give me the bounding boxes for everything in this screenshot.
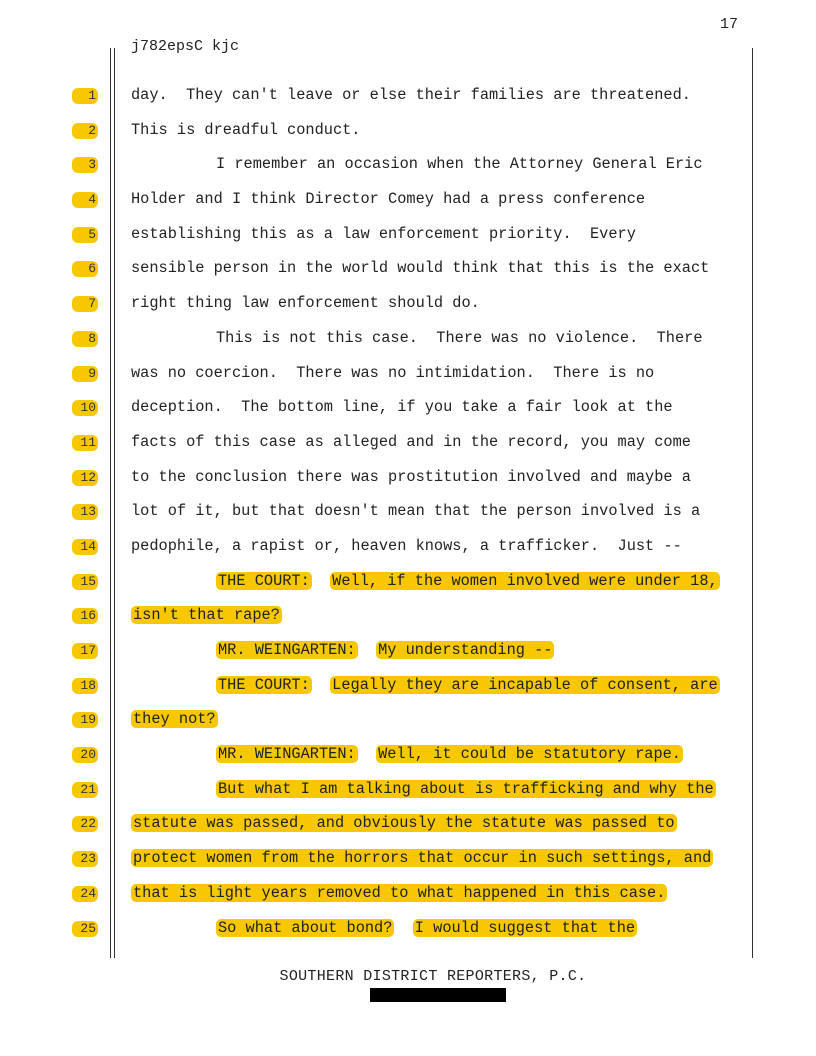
transcript-line xyxy=(0,675,816,710)
highlighted-text: THE COURT: xyxy=(218,675,310,694)
highlighted-text: So what about bond? xyxy=(218,918,393,937)
case-id-header: j782epsC kjc xyxy=(131,38,240,55)
text-segment xyxy=(394,919,412,937)
line-text xyxy=(131,258,709,278)
line-text xyxy=(131,467,691,487)
line-number: 8 xyxy=(72,331,98,347)
transcript-line xyxy=(0,432,816,467)
highlighted-text: Well, it could be statutory rape. xyxy=(378,745,681,764)
line-text xyxy=(131,813,677,833)
line-text xyxy=(131,120,361,140)
text-segment: sensible person in the world would think that this is the exact xyxy=(131,259,710,278)
highlighted-text: My understanding -- xyxy=(378,641,553,659)
line-text xyxy=(131,883,667,903)
line-number: 15 xyxy=(72,574,98,590)
line-text xyxy=(131,501,700,521)
highlighted-text: I would suggest that the xyxy=(414,918,636,937)
transcript-line xyxy=(0,120,816,155)
transcript-body xyxy=(0,85,816,952)
line-number: 10 xyxy=(72,400,98,416)
text-segment xyxy=(358,745,376,763)
highlighted-text: THE COURT: xyxy=(218,571,310,590)
text-segment: Holder and I think Director Comey had a press conference xyxy=(131,190,646,209)
line-text xyxy=(131,363,654,383)
highlighted-text: that is light years removed to what happened in this case. xyxy=(133,883,666,902)
line-text xyxy=(131,85,691,105)
line-number: 12 xyxy=(72,470,98,486)
line-number: 1 xyxy=(72,88,98,104)
transcript-line xyxy=(0,744,816,779)
line-number: 13 xyxy=(72,504,98,520)
redaction-bar xyxy=(370,988,506,1002)
transcript-line xyxy=(0,848,816,883)
line-number: 16 xyxy=(72,608,98,624)
transcript-line xyxy=(0,397,816,432)
transcript-line xyxy=(0,883,816,918)
transcript-line xyxy=(0,779,816,814)
transcript-line xyxy=(0,189,816,224)
line-text xyxy=(131,536,682,556)
highlighted-text: MR. WEINGARTEN: xyxy=(218,641,356,659)
transcript-line xyxy=(0,640,816,675)
transcript-line xyxy=(0,571,816,606)
line-text xyxy=(216,154,703,174)
line-text xyxy=(216,640,554,660)
line-number: 23 xyxy=(72,851,98,867)
line-text xyxy=(131,224,636,244)
highlighted-text: statute was passed, and obviously the statute was passed to xyxy=(133,814,675,833)
line-text xyxy=(216,675,720,695)
transcript-line xyxy=(0,328,816,363)
line-text xyxy=(216,328,703,348)
transcript-line xyxy=(0,918,816,953)
line-number: 19 xyxy=(72,712,98,728)
text-segment xyxy=(358,641,376,659)
text-segment xyxy=(312,676,330,694)
line-number: 21 xyxy=(72,782,98,798)
highlighted-text: isn't that rape? xyxy=(133,606,280,625)
line-text xyxy=(216,918,637,938)
line-number: 7 xyxy=(72,296,98,312)
line-number: 14 xyxy=(72,539,98,555)
page-number: 17 xyxy=(719,16,738,33)
text-segment: day. They can't leave or else their families are threatened. xyxy=(131,86,691,104)
line-number: 4 xyxy=(72,192,98,208)
line-number: 22 xyxy=(72,816,98,832)
text-segment: lot of it, but that doesn't mean that the person involved is a xyxy=(131,502,701,521)
line-number: 25 xyxy=(72,921,98,937)
line-text xyxy=(216,744,683,764)
line-number: 17 xyxy=(72,643,98,659)
highlighted-text: they not? xyxy=(133,710,216,729)
line-number: 9 xyxy=(72,366,98,382)
line-text xyxy=(131,605,282,625)
line-text xyxy=(131,293,480,313)
transcript-line xyxy=(0,501,816,536)
line-number: 24 xyxy=(72,886,98,902)
transcript-line xyxy=(0,467,816,502)
text-segment: right thing law enforcement should do. xyxy=(131,294,480,313)
line-text xyxy=(131,709,218,729)
line-text xyxy=(131,848,713,868)
line-number: 20 xyxy=(72,747,98,763)
highlighted-text: protect women from the horrors that occur in such settings, and xyxy=(133,849,712,868)
text-segment: establishing this as a law enforcement priority. Every xyxy=(131,224,636,243)
text-segment: to the conclusion there was prostitution involved and maybe a xyxy=(131,467,691,486)
line-number: 18 xyxy=(72,678,98,694)
text-segment: This is dreadful conduct. xyxy=(131,120,361,139)
line-number: 3 xyxy=(72,157,98,173)
line-text xyxy=(131,432,691,452)
line-number: 6 xyxy=(72,261,98,277)
transcript-line xyxy=(0,85,816,120)
highlighted-text: MR. WEINGARTEN: xyxy=(218,745,356,764)
highlighted-text: Legally they are incapable of consent, are xyxy=(332,675,718,694)
transcript-line xyxy=(0,536,816,571)
line-number: 5 xyxy=(72,227,98,243)
line-text xyxy=(216,779,716,799)
text-segment: deception. The bottom line, if you take a fair look at the xyxy=(131,398,673,417)
transcript-line xyxy=(0,813,816,848)
text-segment: I remember an occasion when the Attorney General Eric xyxy=(216,155,703,174)
transcript-line xyxy=(0,258,816,293)
text-segment: was no coercion. There was no intimidation. There is no xyxy=(131,363,655,382)
line-text xyxy=(131,189,645,209)
footer-reporter: SOUTHERN DISTRICT REPORTERS, P.C. xyxy=(279,968,587,985)
transcript-line xyxy=(0,363,816,398)
text-segment xyxy=(312,572,330,590)
transcript-line xyxy=(0,293,816,328)
line-text xyxy=(216,571,720,591)
text-segment: pedophile, a rapist or, heaven knows, a trafficker. Just -- xyxy=(131,536,682,555)
line-number: 2 xyxy=(72,123,98,139)
text-segment: This is not this case. There was no violence. There xyxy=(216,328,703,347)
line-text xyxy=(131,397,673,417)
highlighted-text: But what I am talking about is trafficking and why the xyxy=(218,779,714,798)
transcript-line xyxy=(0,605,816,640)
transcript-line xyxy=(0,224,816,259)
transcript-line xyxy=(0,154,816,189)
highlighted-text: Well, if the women involved were under 18, xyxy=(332,571,718,590)
transcript-line xyxy=(0,709,816,744)
line-number: 11 xyxy=(72,435,98,451)
text-segment: facts of this case as alleged and in the record, you may come xyxy=(131,432,691,451)
